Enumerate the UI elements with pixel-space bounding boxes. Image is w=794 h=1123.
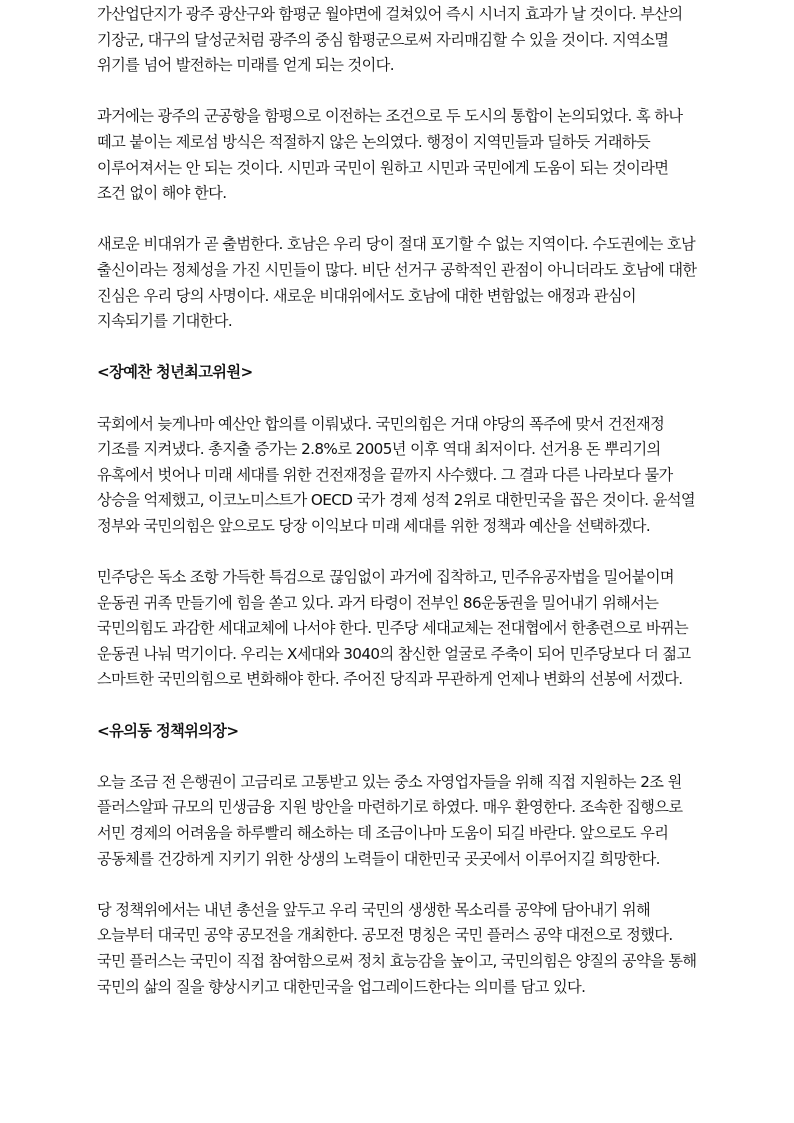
paragraph-gap [97,744,697,770]
paragraph-airport-relocation: 과거에는 광주의 군공항을 함평으로 이전하는 조건으로 두 도시의 통합이 논의되었다. 혹 하나 떼고 붙이는 제로섬 방식은 적절하지 않은 논의였다. 행정이 지역민들과 딜하듯 거래하듯 이루어져서는 안 되는 것이다. 시민과 국민이 원하고 시민과 국민에게 도움이 되는 것이라면 조건 없이 해야 한다. [97,107,683,203]
paragraph-budget-agreement: 국회에서 늦게나마 예산안 합의를 이뤄냈다. 국민의힘은 거대 야당의 폭주에 맞서 건전재정 기조를 지켜냈다. 총지출 증가는 2.8%로 2005년 이후 역대 최저이다. 선거용 돈 뿌리기의 유혹에서 벗어나 미래 세대를 위한 건전재정을 끝까지 사수했다. 그 결과 다른 나라보다 물가 상승을 억제했고, 이코노미스트가 OECD 국가 경제 성적 2위로 대한민국을 꼽은 것이다. 윤석열 정부와 국민의힘은 앞으로도 당장 이익보다 미래 세대를 위한 정책과 예산을 선택하겠다. [97,414,695,535]
paragraph-gap [97,79,697,105]
paragraph-pledge-contest: 당 정책위에서는 내년 총선을 앞두고 우리 국민의 생생한 목소리를 공약에 담아내기 위해 오늘부터 대국민 공약 공모전을 개최한다. 공모전 명칭은 국민 플러스 공약 대전으로 정했다. 국민 플러스는 국민이 직접 참여함으로써 정치 효능감을 높이고, 국민의힘은 양질의 공약을 통해 국민의 삶의 질을 향상시키고 대한민국을 업그레이드한다는 의미를 담고 있다. [97,900,697,996]
section-heading-youth-member: <장예찬 청년최고위원> [97,363,253,382]
paragraph-gap [97,335,697,361]
paragraph-financial-support: 오늘 조금 전 은행권이 고금리로 고통받고 있는 중소 자영업자들을 위해 직접 지원하는 2조 원 플러스알파 규모의 민생금융 지원 방안을 마련하기로 하였다. 매우 환영한다. 조속한 집행으로 서민 경제의 어려움을 하루빨리 해소하는 데 조금이나마 도움이 되길 바란다. 앞으로도 우리 공동체를 건강하게 지키기 위한 상생의 노력들이 대한민국 곳곳에서 이루어지길 희망한다. [97,772,683,868]
paragraph-gap [97,207,697,233]
document-page [97,0,697,1000]
paragraph-gap [97,386,697,412]
paragraph-gap [97,693,697,719]
paragraph-generational-change: 민주당은 독소 조항 가득한 특검으로 끊임없이 과거에 집착하고, 민주유공자법을 밀어붙이며 운동권 귀족 만들기에 힘을 쏟고 있다. 과거 타령이 전부인 86운동권을 밀어내기 위해서는 국민의힘도 과감한 세대교체에 나서야 한다. 민주당 세대교체는 전대협에서 한총련으로 바뀌는 운동권 나눠 먹기이다. 우리는 X세대와 3040의 참신한 얼굴로 주축이 되어 민주당보다 더 젊고 스마트한 국민의힘으로 변화해야 한다. 주어진 당직과 무관하게 언제나 변화의 선봉에 서겠다. [97,568,691,689]
paragraph-gap [97,539,697,565]
paragraph-gap [97,872,697,898]
section-heading-policy-chair: <유의동 정책위의장> [97,721,239,740]
paragraph-new-committee: 새로운 비대위가 곧 출범한다. 호남은 우리 당이 절대 포기할 수 없는 지역이다. 수도권에는 호남 출신이라는 정체성을 가진 시민들이 많다. 비단 선거구 공학적인 관점이 아니더라도 호남에 대한 진심은 우리 당의 사명이다. 새로운 비대위에서도 호남에 대한 변함없는 애정과 관심이 지속되기를 기대한다. [97,235,697,331]
paragraph-industrial-complex: 가산업단지가 광주 광산구와 함평군 월야면에 걸쳐있어 즉시 시너지 효과가 날 것이다. 부산의 기장군, 대구의 달성군처럼 광주의 중심 함평군으로써 자리매김할 수 있을 것이다. 지역소멸 위기를 넘어 발전하는 미래를 얻게 되는 것이다. [97,5,683,75]
